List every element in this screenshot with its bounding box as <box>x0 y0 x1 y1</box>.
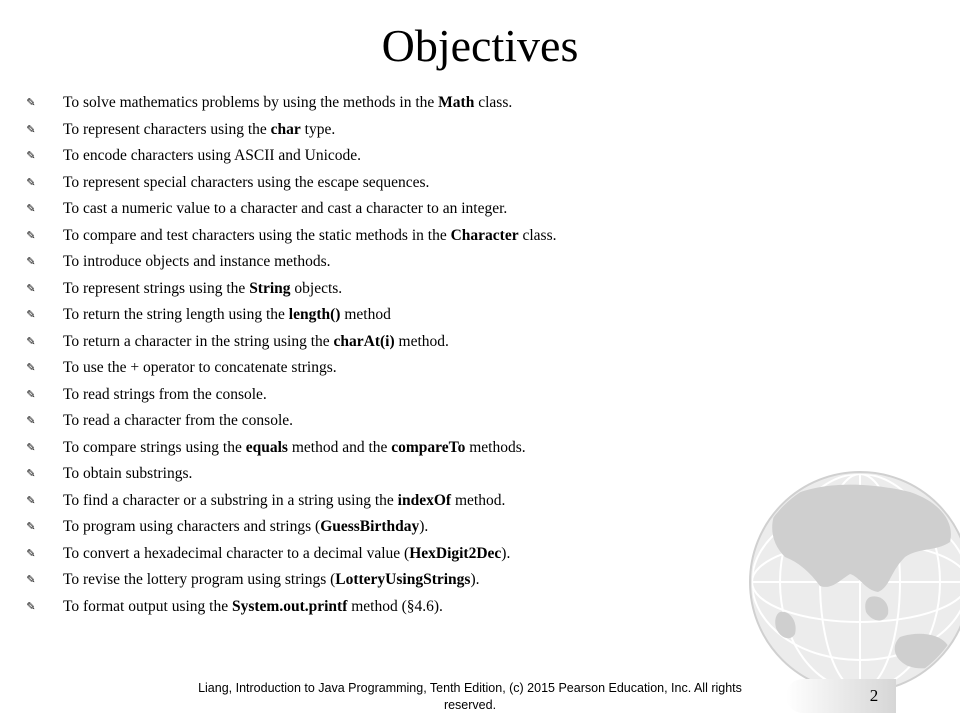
pen-icon: ✎ <box>26 308 36 321</box>
objective-code-term: indexOf <box>397 491 452 509</box>
objective-text: method and the <box>287 438 392 456</box>
objective-text: ). <box>501 544 511 562</box>
objectives-list <box>24 90 764 620</box>
objective-item <box>24 461 764 488</box>
objective-item <box>24 355 764 382</box>
pen-icon: ✎ <box>26 255 36 268</box>
objective-text: ). <box>419 518 429 535</box>
objective-code-term: charAt(i) <box>333 332 395 350</box>
objective-text: method <box>340 306 391 323</box>
objective-text: method. <box>394 332 449 350</box>
objective-code-term: String <box>249 279 291 297</box>
globe-icon <box>740 462 960 702</box>
objective-code-term: GuessBirthday <box>320 518 420 535</box>
objective-code-term: compareTo <box>391 438 466 456</box>
objective-text: To obtain substrings. <box>63 465 193 482</box>
objective-text: method (§4.6). <box>347 597 443 615</box>
objective-code-term: equals <box>245 438 288 456</box>
pen-icon: ✎ <box>26 361 36 374</box>
objective-item <box>24 514 764 541</box>
objective-item <box>24 117 764 144</box>
pen-icon: ✎ <box>26 281 36 295</box>
objective-text: To represent characters using the <box>63 120 271 138</box>
objective-item <box>24 408 764 435</box>
pen-icon: ✎ <box>26 414 36 427</box>
pen-icon: ✎ <box>26 493 36 507</box>
objective-code-term: length() <box>288 306 341 323</box>
objective-item <box>24 276 764 303</box>
pen-icon: ✎ <box>26 520 36 533</box>
objective-item <box>24 302 764 329</box>
objective-text: method. <box>451 491 506 509</box>
objective-item <box>24 382 764 409</box>
objective-item <box>24 329 764 356</box>
pen-icon: ✎ <box>26 573 36 586</box>
pen-icon: ✎ <box>26 334 36 348</box>
page-number: 2 <box>869 686 879 705</box>
objective-text: To find a character or a substring in a string using the <box>63 491 398 509</box>
pen-icon: ✎ <box>26 202 36 215</box>
objective-item <box>24 567 764 594</box>
objective-text: To introduce objects and instance methods. <box>63 253 331 270</box>
pen-icon: ✎ <box>26 122 36 136</box>
objective-item <box>24 170 764 197</box>
pen-icon: ✎ <box>26 96 36 109</box>
objective-text: class. <box>518 226 557 244</box>
objective-item <box>24 435 764 462</box>
objective-text: To format output using the <box>63 597 232 615</box>
objective-text: To read strings from the console. <box>63 385 267 403</box>
objective-text: To solve mathematics problems by using the methods in the <box>63 94 439 111</box>
objective-text: methods. <box>465 438 526 456</box>
objective-item <box>24 143 764 170</box>
pen-icon: ✎ <box>26 599 36 613</box>
objective-text: To compare strings using the <box>63 438 246 456</box>
objective-item <box>24 196 764 223</box>
pen-icon: ✎ <box>26 387 36 401</box>
objective-code-term: HexDigit2Dec <box>409 544 502 562</box>
objective-text: ). <box>470 571 480 588</box>
objective-text: To read a character from the console. <box>63 412 294 429</box>
objective-text: class. <box>474 94 513 111</box>
objective-item <box>24 223 764 250</box>
pen-icon: ✎ <box>26 175 36 189</box>
pen-icon: ✎ <box>26 546 36 560</box>
pen-icon: ✎ <box>26 467 36 480</box>
objective-item <box>24 249 764 276</box>
pen-icon: ✎ <box>26 149 36 162</box>
objective-item <box>24 488 764 515</box>
objective-code-term: char <box>270 120 301 138</box>
objective-code-term: Math <box>438 94 475 111</box>
objective-text: To cast a numeric value to a character and cast a character to an integer. <box>63 200 508 217</box>
objective-text: objects. <box>290 279 343 297</box>
objective-item <box>24 594 764 621</box>
objective-text: To encode characters using ASCII and Unicode. <box>63 147 362 164</box>
slide-title: Objectives <box>381 20 579 71</box>
objective-text: type. <box>300 120 336 138</box>
objective-code-term: Character <box>450 226 519 244</box>
objective-text: To return a character in the string using the <box>63 332 334 350</box>
objective-text: To use the + operator to concatenate strings. <box>63 359 337 376</box>
objective-text: To convert a hexadecimal character to a decimal value ( <box>63 544 410 562</box>
pen-icon: ✎ <box>26 440 36 454</box>
objective-code-term: System.out.printf <box>231 597 348 615</box>
objective-text: To return the string length using the <box>63 306 289 323</box>
objective-code-term: LotteryUsingStrings <box>335 571 471 588</box>
objective-item <box>24 541 764 568</box>
objective-text: To program using characters and strings ( <box>63 518 321 535</box>
objective-text: To compare and test characters using the static methods in the <box>63 226 451 244</box>
objective-item <box>24 90 764 117</box>
objective-text: To revise the lottery program using strings ( <box>63 571 336 588</box>
objective-text: To represent strings using the <box>63 279 250 297</box>
pen-icon: ✎ <box>26 228 36 242</box>
footer-copyright: Liang, Introduction to Java Programming, Tenth Edition, (c) 2015 Pearson Education, Inc. All rights reserved. <box>198 681 742 712</box>
objective-text: To represent special characters using the escape sequences. <box>63 173 430 191</box>
